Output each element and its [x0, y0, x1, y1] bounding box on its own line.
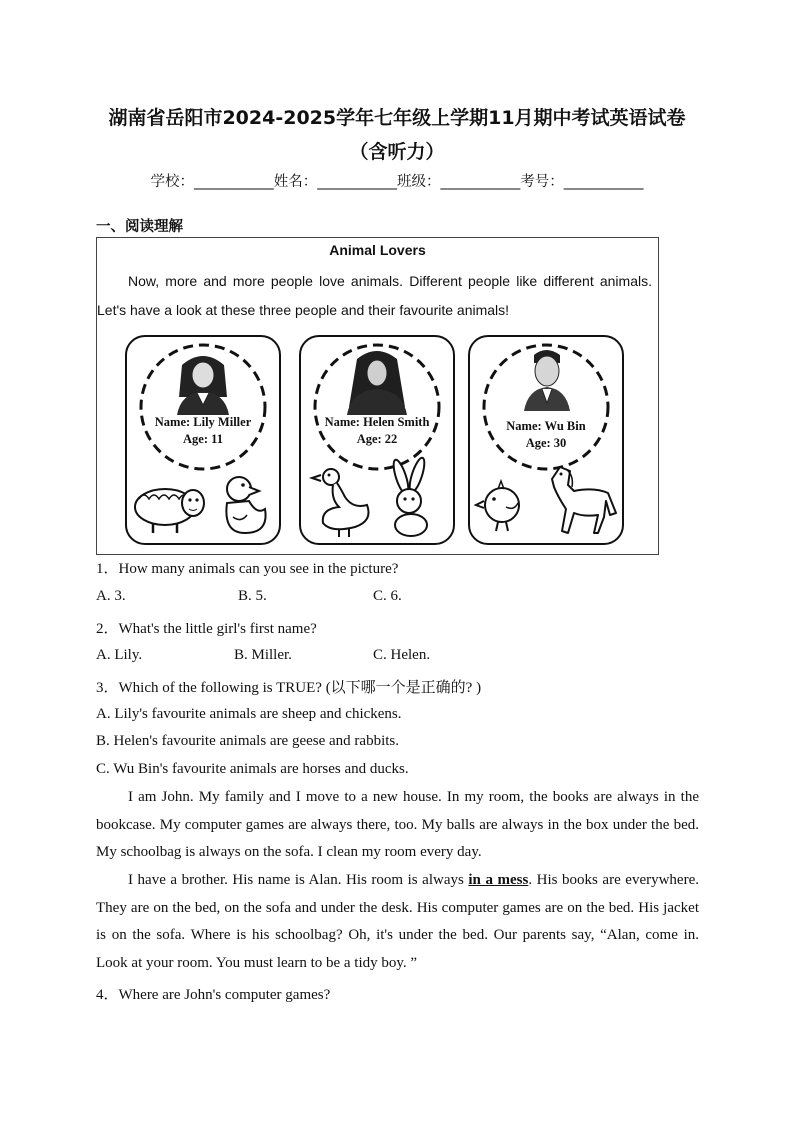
man-portrait — [524, 350, 570, 411]
person-name: Name: Helen Smith — [324, 415, 430, 429]
exam-title: 湖南省岳阳市2024-2025学年七年级上学期11月期中考试英语试卷 — [108, 107, 686, 129]
q2-option-a: A. Lily. — [96, 647, 143, 663]
person-age: Age: 11 — [183, 432, 223, 446]
person-card-wubin — [468, 335, 624, 545]
horse-icon — [552, 467, 616, 533]
q3-option-c: C. Wu Bin's favourite animals are horses and ducks. — [96, 761, 409, 777]
rabbit-icon — [391, 456, 428, 536]
student-info-line: 学校：___________姓名：___________班级：___________考号：___________ — [150, 174, 644, 190]
person-name: Name: Wu Bin — [506, 419, 586, 433]
q1-option-a: A. 3. — [96, 588, 126, 604]
passage-intro: Now, more and more people love animals. Different people like different animals. Let's have a look at these three people and their favourite animals! — [97, 273, 652, 318]
person-age: Age: 22 — [356, 432, 398, 446]
person-card-lily — [125, 335, 281, 545]
person-card-helen — [299, 335, 455, 545]
animal-lovers-box — [96, 237, 659, 555]
question-2: 2．What's the little girl's first name? — [96, 621, 317, 637]
woman-portrait — [347, 351, 407, 415]
person-name: Name: Lily Miller — [154, 415, 252, 429]
person-age: Age: 30 — [525, 436, 567, 450]
q2-option-c: C. Helen. — [373, 647, 431, 663]
exam-subtitle: （含听力） — [349, 141, 445, 163]
q3-option-a: A. Lily's favourite animals are sheep and chickens. — [96, 706, 402, 722]
question-3: 3．Which of the following is TRUE? (以下哪一个是正确的? ) — [96, 680, 482, 696]
passage2-paragraph-1: I am John. My family and I move to a new house. In my room, the books are always in the bookcase. My computer games are always there, too. My balls are always in the box under the bed. My schoolbag is always on the sofa. I clean my room every day. — [96, 789, 699, 861]
paragraph-text: . His books are everywhere. They are on the bed, on the sofa and under the desk. His computer games are on the bed. His jacket is on the sofa. Where is his schoolbag? Oh, it's under the bed. Our parents say, “Alan, come in. Look at your room. You must learn to be a tidy boy. ” — [96, 872, 699, 972]
q1-option-c: C. 6. — [373, 588, 402, 604]
goose-icon — [312, 469, 369, 537]
chicken-icon — [476, 481, 519, 531]
sheep-icon — [135, 489, 204, 533]
underlined-phrase: in a mess — [468, 872, 529, 888]
passage-title: Animal Lovers — [329, 242, 426, 258]
question-4: 4．Where are John's computer games? — [96, 987, 331, 1003]
q3-option-b: B. Helen's favourite animals are geese and rabbits. — [96, 733, 400, 749]
question-1: 1．How many animals can you see in the picture? — [96, 561, 399, 577]
duck-icon — [226, 477, 265, 533]
section-title: 一、阅读理解 — [96, 219, 183, 235]
passage2-paragraph-2 — [96, 867, 699, 978]
paragraph-text: I have a brother. His name is Alan. His room is always — [128, 872, 469, 888]
q2-option-b: B. Miller. — [234, 647, 292, 663]
girl-portrait — [177, 356, 229, 415]
q1-option-b: B. 5. — [238, 588, 267, 604]
